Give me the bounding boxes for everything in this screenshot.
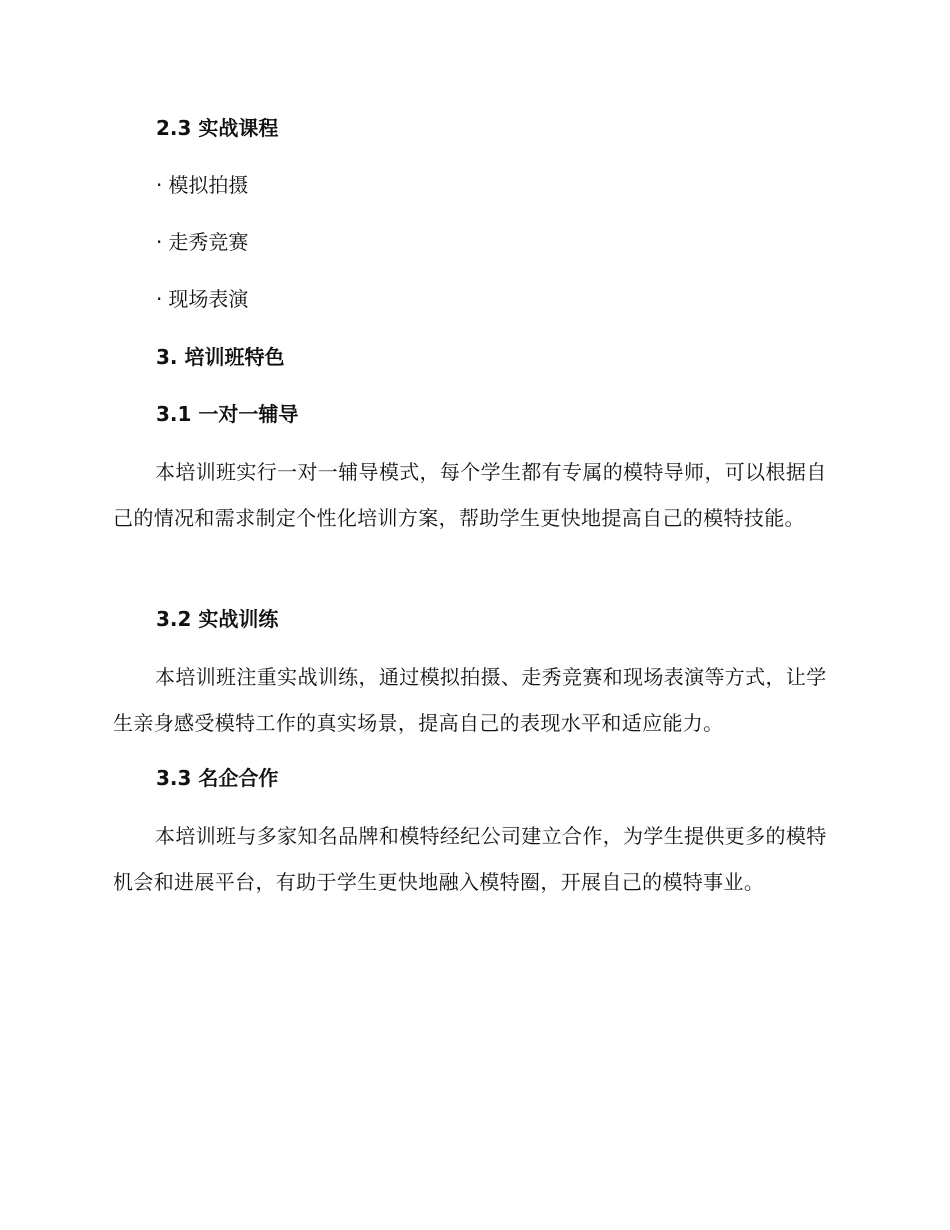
bullet-text: 走秀竞赛 bbox=[168, 230, 249, 254]
paragraph-3-3: 本培训班与多家知名品牌和模特经纪公司建立合作，为学生提供更多的模特机会和进展平台，有助于学生更快地融入模特圈，开展自己的模特事业。 bbox=[113, 824, 827, 894]
bullet-item bbox=[156, 228, 248, 256]
section-heading-2-3: 2.3 实战课程 bbox=[156, 116, 279, 140]
section-heading-3: 3. 培训班特色 bbox=[156, 345, 285, 369]
bullet-item bbox=[156, 285, 248, 313]
section-heading-3-2: 3.2 实战训练 bbox=[156, 607, 279, 631]
paragraph-3-1: 本培训班实行一对一辅导模式，每个学生都有专属的模特导师，可以根据自己的情况和需求制定个性化培训方案，帮助学生更快地提高自己的模特技能。 bbox=[113, 460, 827, 530]
bullet-marker: · bbox=[156, 287, 163, 311]
bullet-item bbox=[156, 171, 248, 199]
bullet-marker: · bbox=[156, 173, 163, 197]
bullet-marker: · bbox=[156, 230, 163, 254]
paragraph-3-2: 本培训班注重实战训练，通过模拟拍摄、走秀竞赛和现场表演等方式，让学生亲身感受模特工作的真实场景，提高自己的表现水平和适应能力。 bbox=[113, 665, 827, 735]
section-heading-3-1: 3.1 一对一辅导 bbox=[156, 402, 299, 426]
bullet-text: 现场表演 bbox=[168, 287, 249, 311]
section-heading-3-3: 3.3 名企合作 bbox=[156, 766, 279, 790]
bullet-text: 模拟拍摄 bbox=[168, 173, 249, 197]
